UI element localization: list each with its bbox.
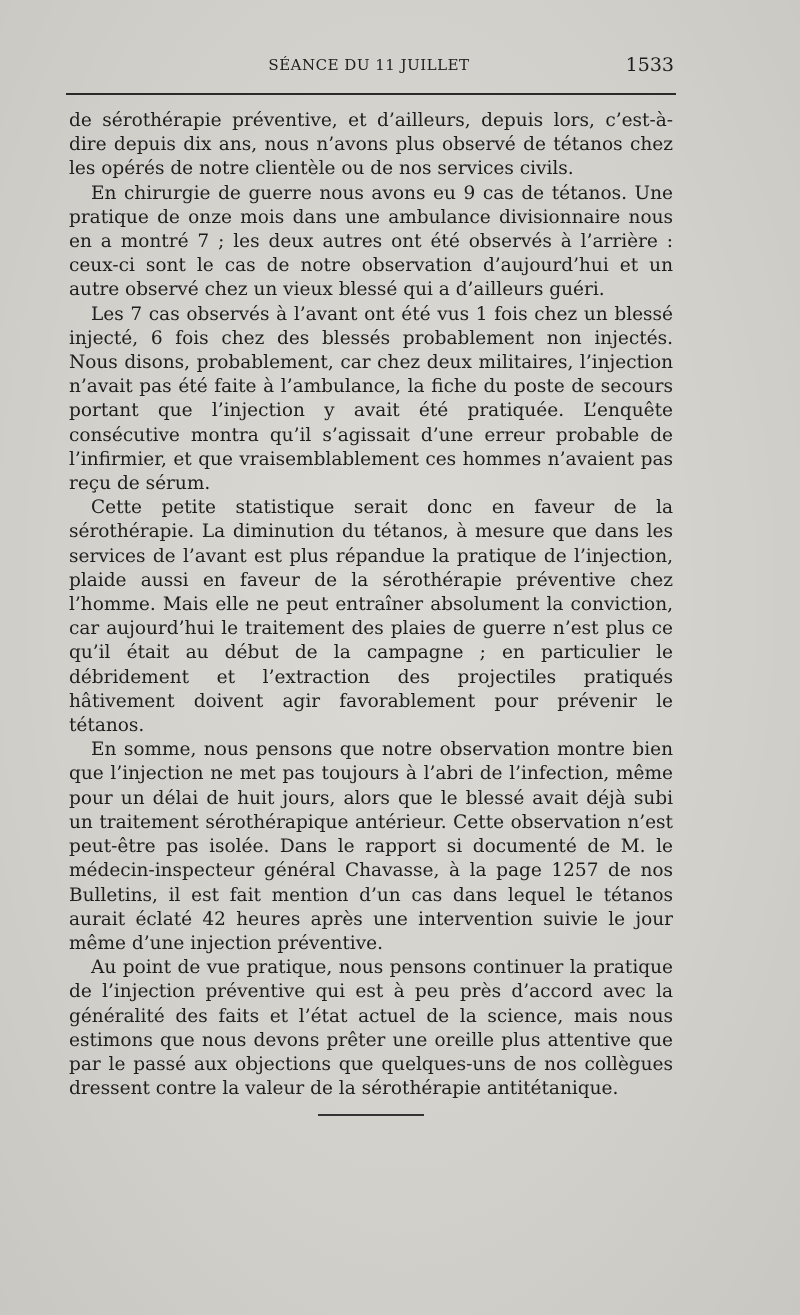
running-head [64,52,674,78]
page-number: 1533 [625,54,674,76]
running-title: SÉANCE DU 11 JUILLET [268,56,470,74]
header-rule [66,93,676,95]
body-text [69,109,673,1101]
end-rule [318,1114,424,1116]
paragraph-3: Les 7 cas observés à l’avant ont été vus 1 fois chez un blessé injecté, 6 fois chez des blessés probablement non injectés. Nous disons, probablement, car chez deux militaires, l’injection n’avait pas été faite à l’ambulance, la fiche du poste de secours portant que l’injection y avait été pratiquée. L’enquête consécutive montra qu’il s’agissait d’une erreur probable de l’infirmier, et que vraisemblablement ces hommes n’avaient pas reçu de sérum. [69,303,673,495]
paragraph-2: En chirurgie de guerre nous avons eu 9 cas de tétanos. Une pratique de onze mois dans une ambulance divisionnaire nous en a montré 7 ; les deux autres ont été observés à l’arrière : ceux-ci sont le cas de notre observation d’aujourd’hui et un autre observé chez un vieux blessé qui a d’ailleurs guéri. [69,182,673,301]
paragraph-1: de sérothérapie préventive, et d’ailleurs, depuis lors, c’est-à-dire depuis dix ans, nous n’avons plus observé de tétanos chez les opérés de notre clientèle ou de nos services civils. [69,110,673,180]
paragraph-4: Cette petite statistique serait donc en faveur de la sérothérapie. La diminution du tétanos, à mesure que dans les services de l’avant est plus répandue la pratique de l’injection, plaide aussi en faveur de la sérothérapie préventive chez l’homme. Mais elle ne peut entraîner absolument la conviction, car aujourd’hui le traitement des plaies de guerre n’est plus ce qu’il était au début de la campagne ; en particulier le débridement et l’extraction des projectiles pratiqués hâtivement doivent agir favorablement pour prévenir le tétanos. [69,497,673,737]
paragraph-6: Au point de vue pratique, nous pensons continuer la pratique de l’injection préventive qui est à peu près d’accord avec la généralité des faits et l’état actuel de la science, mais nous estimons que nous devons prêter une oreille plus attentive que par le passé aux objections que quelques-uns de nos collègues dressent contre la valeur de la sérothérapie antitétanique. [69,957,673,1100]
paragraph-5: En somme, nous pensons que notre observation montre bien que l’injection ne met pas toujours à l’abri de l’infection, même pour un délai de huit jours, alors que le blessé avait déjà subi un traitement sérothérapique antérieur. Cette observation n’est peut-être pas isolée. Dans le rapport si documenté de M. le médecin-inspecteur général Chavasse, à la page 1257 de nos Bulletins, il est fait mention d’un cas dans lequel le tétanos aurait éclaté 42 heures après une intervention suivie le jour même d’une injection préventive. [69,739,673,954]
